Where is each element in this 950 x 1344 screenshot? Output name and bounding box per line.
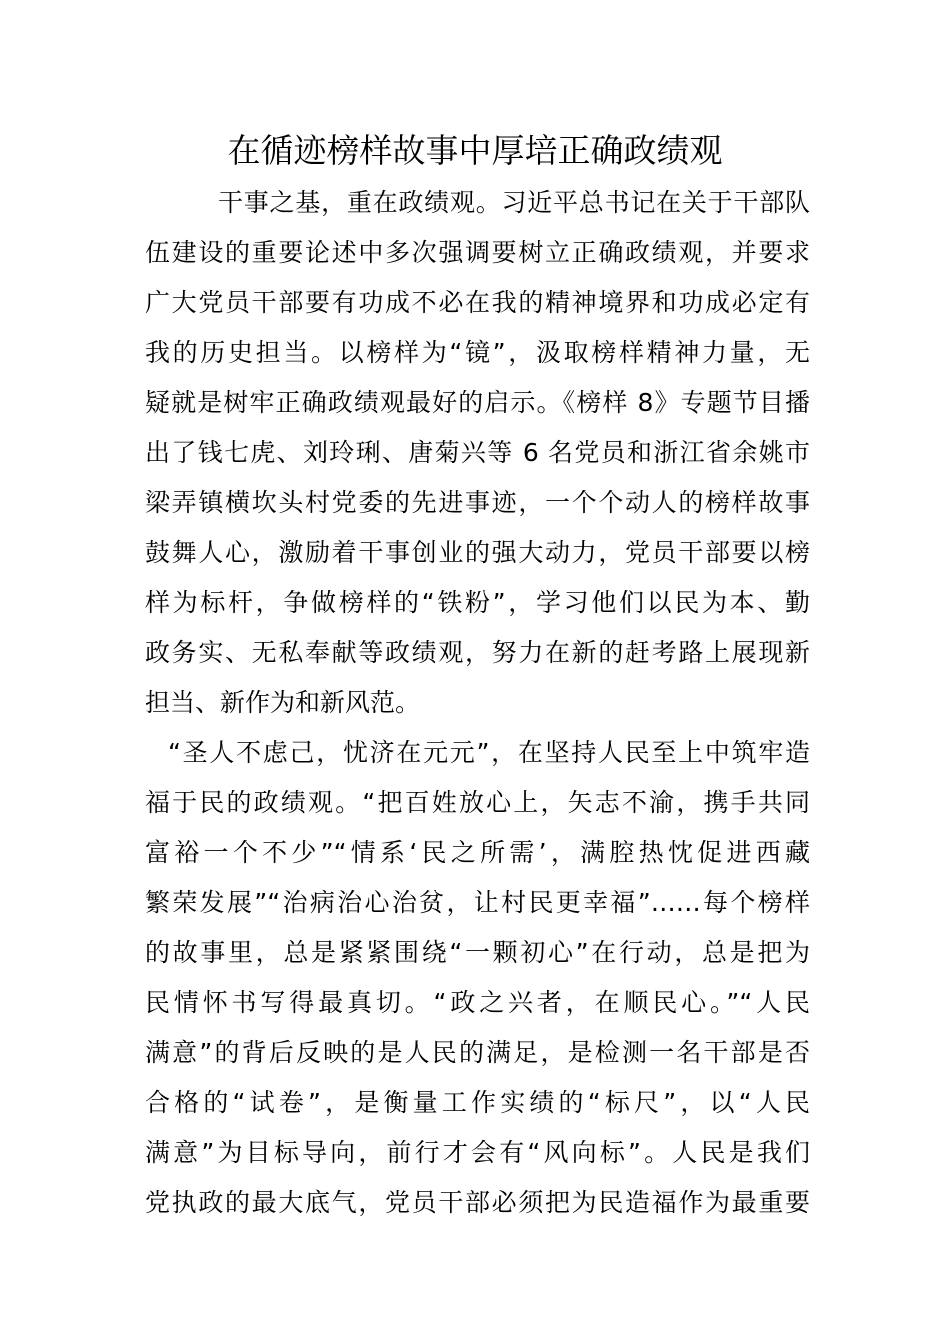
paragraph-line: “圣人不虑己，忧济在元元”，在坚持人民至上中筑牢造 (168, 738, 810, 767)
paragraph-line: 合格的“试卷”，是衡量工作实绩的“标尺”，以“人民 (145, 1088, 810, 1117)
paragraph-line: 样为标杆，争做榜样的“铁粉”，学习他们以民为本、勤 (145, 588, 810, 617)
paragraph-line: 广大党员干部要有功成不必在我的精神境界和功成必定有 (145, 288, 810, 317)
document-body (145, 178, 810, 1228)
paragraph-line: 鼓舞人心，激励着干事创业的强大动力，党员干部要以榜 (145, 538, 810, 567)
paragraph-line: 出了钱七虎、刘玲琍、唐菊兴等 6 名党员和浙江省余姚市 (145, 438, 810, 467)
paragraph-2 (145, 728, 810, 1228)
paragraph-line: 繁荣发展”“治病治心治贫，让村民更幸福”……每个榜样 (145, 888, 810, 917)
paragraph-line: 梁弄镇横坎头村党委的先进事迹，一个个动人的榜样故事 (145, 488, 810, 517)
paragraph-line: 满意”为目标导向，前行才会有“风向标”。人民是我们 (145, 1138, 810, 1167)
paragraph-line: 的故事里，总是紧紧围绕“一颗初心”在行动，总是把为 (145, 938, 810, 967)
document-title: 在循迹榜样故事中厚培正确政绩观 (227, 131, 723, 170)
paragraph-line: 伍建设的重要论述中多次强调要树立正确政绩观，并要求 (145, 238, 810, 267)
paragraph-line: 富裕一个不少”“情系‘民之所需’，满腔热忱促进西藏 (145, 838, 810, 867)
paragraph-line: 满意”的背后反映的是人民的满足，是检测一名干部是否 (145, 1038, 810, 1067)
paragraph-line: 我的历史担当。以榜样为“镜”，汲取榜样精神力量，无 (145, 338, 810, 367)
paragraph-line: 疑就是树牢正确政绩观最好的启示。《榜样 8》专题节目播 (145, 388, 810, 417)
paragraph-line: 政务实、无私奉献等政绩观，努力在新的赶考路上展现新 (145, 638, 810, 667)
paragraph-line: 干事之基，重在政绩观。习近平总书记在关于干部队 (218, 188, 810, 217)
paragraph-line: 党执政的最大底气，党员干部必须把为民造福作为最重要 (145, 1188, 810, 1217)
paragraph-line: 担当、新作为和新风范。 (145, 688, 421, 717)
paragraph-line: 福于民的政绩观。“把百姓放心上，矢志不渝，携手共同 (145, 788, 810, 817)
paragraph-line: 民情怀书写得最真切。“政之兴者，在顺民心。”“人民 (145, 988, 810, 1017)
paragraph-1 (145, 178, 810, 728)
